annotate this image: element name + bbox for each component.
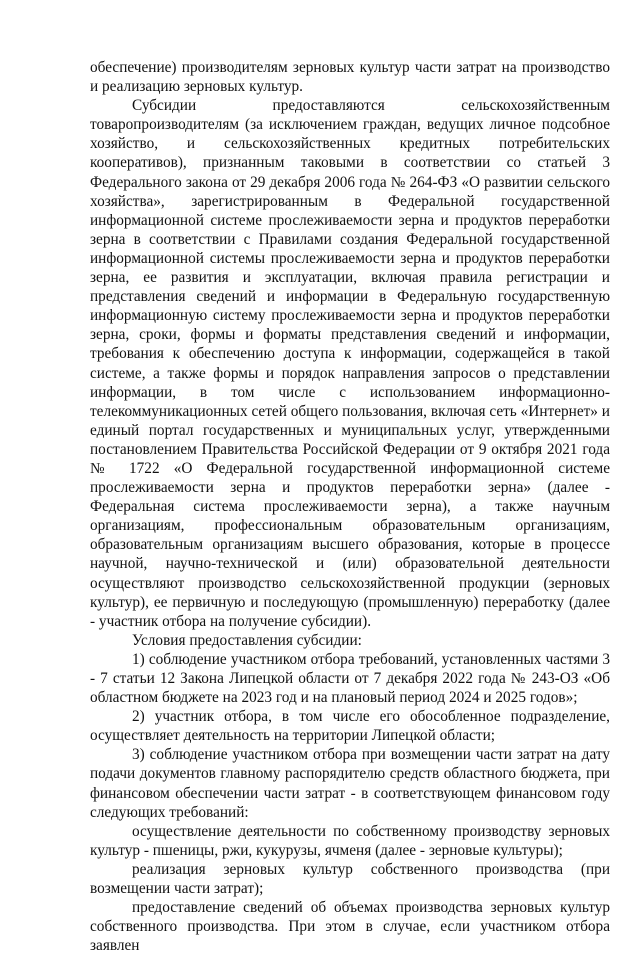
paragraph-5: 2) участник отбора, в том числе его обособленное подразделение, осуществляет деятельность на территории Липецкой области; (90, 708, 610, 745)
paragraph-3: Условия предоставления субсидии: (132, 631, 362, 649)
paragraph-2: Субсидии предоставляются сельскохозяйственным товаропроизводителям (за исключением граждан, ведущих личное подсобное хозяйство, и сельскохозяйственных кредитных потребительских кооперативов), признанным таковыми в соответствии со статьей 3 Федерального закона от 29 декабря 2006 года № 264-ФЗ «О развитии сельского хозяйства», зарегистрированным в Федеральной государственной информационной системе прослеживаемости зерна и продуктов переработки зерна в соответствии с Правилами создания Федеральной государственной информационной системы прослеживаемости зерна и продуктов переработки зерна, ее развития и эксплуатации, включая правила регистрации и представления сведений и информации в Федеральную государственную информационную систему прослеживаемости зерна и продуктов переработки зерна, сроки, формы и форматы представления сведений и информации, требования к обеспечению доступа к информации, содержащейся в такой системе, а также формы и порядок направления запросов о представлении информации, в том числе с использованием информационно-телекоммуникационных сетей общего пользования, включая сеть «Интернет» и единый портал государственных и муниципальных услуг, утвержденными постановлением Правительства Российской Федерации от 9 октября 2021 года № 1722 «О Федеральной государственной информационной системе прослеживаемости зерна и продуктов переработки зерна» (далее - Федеральная система прослеживаемости зерна), а также научным организациям, профессиональным образовательным организациям, образовательным организациям высшего образования, которые в процессе научной, научно-технической и (или) образовательной деятельности осуществляют производство сельскохозяйственной продукции (зерновых культур), ее первичную и последующую (промышленную) переработку (далее - участник отбора на получение субсидии). (90, 97, 610, 630)
paragraph-6: 3) соблюдение участником отбора при возмещении части затрат на дату подачи документов главному распорядителю средств областного бюджета, при финансовом обеспечении части затрат - в соответствующем финансовом году следующих требований: (90, 746, 610, 821)
paragraph-4: 1) соблюдение участником отбора требований, установленных частями 3 - 7 статьи 12 Закона Липецкой области от 7 декабря 2022 года № 243-ОЗ «Об областном бюджете на 2023 год и на плановый период 2024 и 2025 годов»; (90, 650, 610, 707)
paragraph-8: реализация зерновых культур собственного производства (при возмещении части затрат); (90, 860, 610, 898)
paragraph-1: обеспечение) производителям зерновых культур части затрат на производство и реализацию зерновых культур. (90, 59, 610, 96)
paragraph-9: предоставление сведений об объемах производства зерновых культур собственного производства. При этом в случае, если участником отбора заявлен (90, 899, 610, 955)
document-body (90, 58, 610, 955)
paragraph-7: осуществление деятельности по собственному производству зерновых культур - пшеницы, ржи, кукурузы, ячменя (далее - зерновые культуры); (90, 822, 610, 859)
